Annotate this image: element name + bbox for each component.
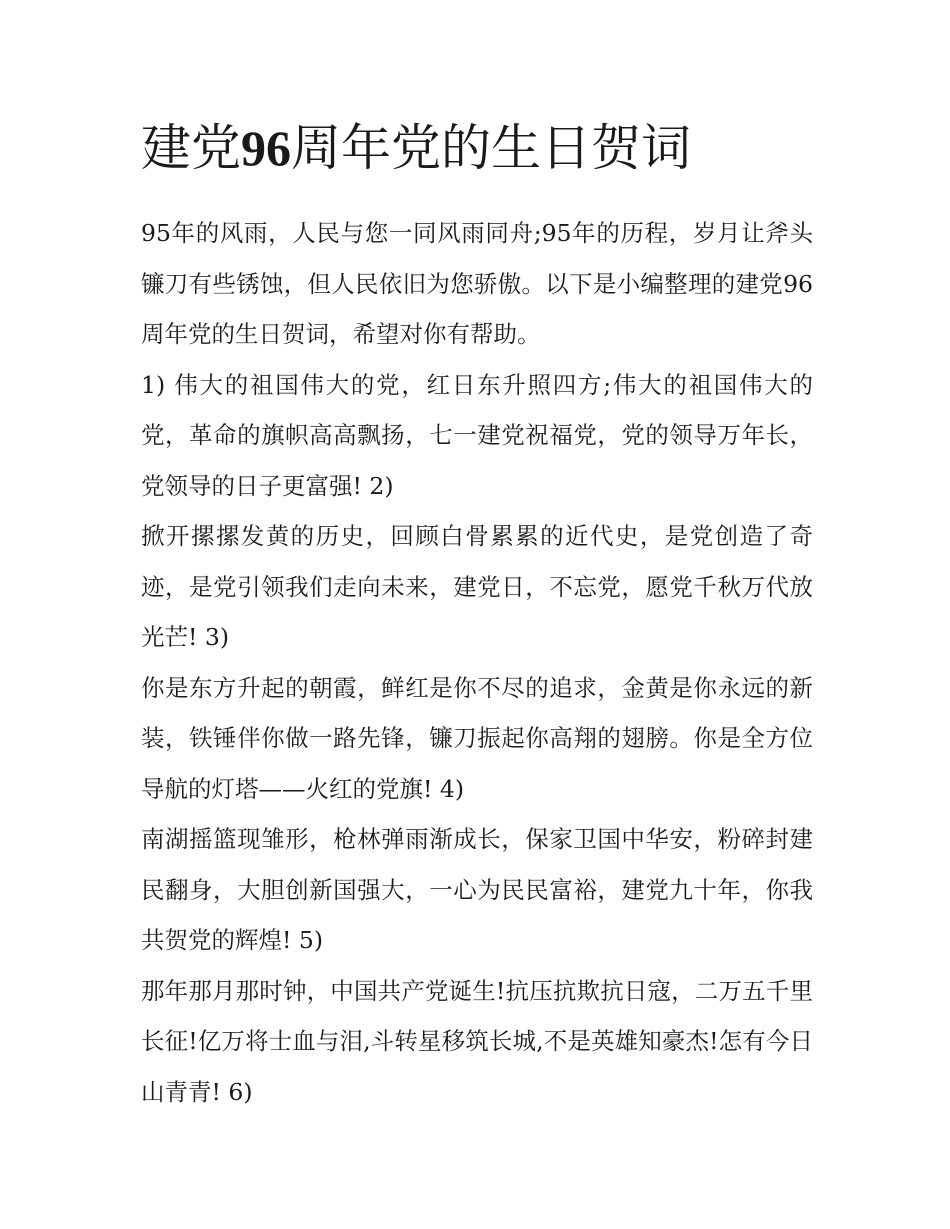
document-body xyxy=(141,208,813,1117)
title-part-2: 周年党的生日贺词 xyxy=(291,119,691,177)
paragraph-intro: 95年的风雨，人民与您一同风雨同舟;95年的历程，岁月让斧头镰刀有些锈蚀，但人民依旧为您骄傲。以下是小编整理的建党96周年党的生日贺词，希望对你有帮助。 xyxy=(141,219,813,348)
paragraph-5: 那年那月那时钟，中国共产党诞生!抗压抗欺抗日寇，二万五千里长征!亿万将士血与泪,斗转星移筑长城,不是英雄知豪杰!怎有今日山青青! 6) xyxy=(141,976,813,1106)
paragraph-3: 你是东方升起的朝霞，鲜红是你不尽的追求，金黄是你永远的新装，铁锤伴你做一路先锋，镰刀振起你高翔的翅膀。你是全方位导航的灯塔——火红的党旗! 4) xyxy=(141,673,813,803)
paragraph-2: 掀开摞摞发黄的历史，回顾白骨累累的近代史，是党创造了奇迹，是党引领我们走向未来，建党日，不忘党，愿党千秋万代放光芒! 3) xyxy=(141,522,813,651)
document-page xyxy=(141,112,813,1117)
title-number: 96 xyxy=(241,120,291,176)
paragraph-4: 南湖摇篮现雏形，枪林弹雨渐成长，保家卫国中华安，粉碎封建民翻身，大胆创新国强大，一心为民民富裕，建党九十年，你我共贺党的辉煌! 5) xyxy=(141,825,813,954)
paragraph-1: 1) 伟大的祖国伟大的党，红日东升照四方;伟大的祖国伟大的党，革命的旗帜高高飘扬，七一建党祝福党，党的领导万年长，党领导的日子更富强! 2) xyxy=(141,370,813,500)
title-part-1: 建党 xyxy=(141,119,241,177)
document-title xyxy=(141,112,813,184)
